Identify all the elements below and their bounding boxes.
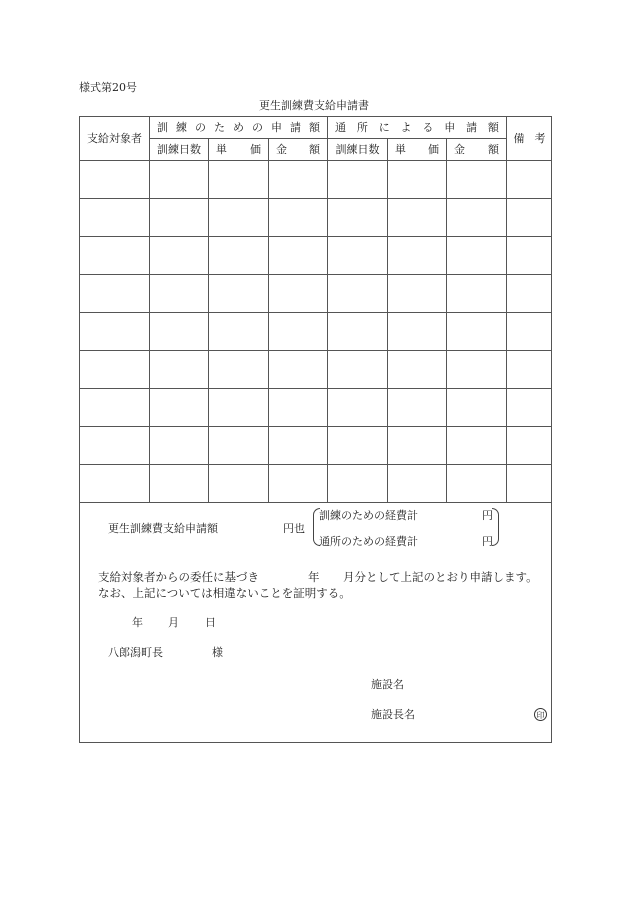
cell-remarks[interactable] — [507, 275, 552, 312]
cell-training-unit-price[interactable] — [209, 427, 268, 464]
cell-commute-days[interactable] — [328, 389, 387, 426]
cell-training-unit-price[interactable] — [209, 275, 268, 312]
cell-recipient[interactable] — [80, 351, 149, 388]
date-day: 日 — [205, 616, 216, 629]
label-char: 額 — [309, 143, 320, 156]
cell-remarks[interactable] — [507, 389, 552, 426]
cell-commute-days[interactable] — [328, 275, 387, 312]
cell-training-days[interactable] — [150, 389, 208, 426]
cell-recipient[interactable] — [80, 465, 149, 502]
date-year: 年 — [132, 616, 143, 629]
commute-expense-yen: 円 — [482, 535, 493, 548]
cell-commute-amount[interactable] — [447, 427, 506, 464]
cell-commute-amount[interactable] — [447, 161, 506, 198]
cell-commute-unit-price[interactable] — [388, 389, 446, 426]
yen-suffix: 円也 — [283, 522, 305, 535]
cell-recipient[interactable] — [80, 161, 149, 198]
label-char: 訓 — [157, 121, 168, 134]
header-recipient-label: 支給対象者 — [87, 132, 142, 145]
training-expense-label: 訓練のための経費計 — [319, 509, 418, 522]
cell-training-unit-price[interactable] — [209, 199, 268, 236]
header-recipient — [80, 117, 149, 160]
cell-commute-unit-price[interactable] — [388, 275, 446, 312]
cell-training-days[interactable] — [150, 275, 208, 312]
cell-training-days[interactable] — [150, 465, 208, 502]
cell-commute-days[interactable] — [328, 313, 387, 350]
addressee-honorific: 様 — [212, 646, 223, 659]
header-remarks — [507, 117, 552, 160]
header-training-unit-price — [209, 139, 268, 160]
header-commute-amount — [447, 139, 506, 160]
cell-training-amount[interactable] — [269, 237, 327, 274]
cell-training-unit-price[interactable] — [209, 351, 268, 388]
cell-training-days[interactable] — [150, 313, 208, 350]
header-training-group — [150, 117, 327, 138]
header-training-days-label: 訓練日数 — [157, 143, 201, 156]
cell-recipient[interactable] — [80, 313, 149, 350]
statement-line1-year: 年 — [308, 570, 320, 584]
cell-commute-days[interactable] — [328, 199, 387, 236]
cell-commute-days[interactable] — [328, 237, 387, 274]
cell-commute-days[interactable] — [328, 465, 387, 502]
header-commute-days-label: 訓練日数 — [335, 143, 380, 156]
cell-commute-unit-price[interactable] — [388, 313, 446, 350]
label-char: 所 — [356, 121, 368, 134]
cell-training-amount[interactable] — [269, 427, 327, 464]
label-char: め — [233, 121, 244, 134]
cell-commute-amount[interactable] — [447, 237, 506, 274]
label-char: 額 — [309, 121, 320, 134]
label-char: 練 — [176, 121, 187, 134]
cell-commute-days[interactable] — [328, 351, 387, 388]
cell-remarks[interactable] — [507, 199, 552, 236]
header-training-amount — [269, 139, 327, 160]
label-char: 通 — [335, 121, 346, 134]
cell-training-days[interactable] — [150, 351, 208, 388]
cell-remarks[interactable] — [507, 161, 552, 198]
header-training-days — [150, 139, 208, 160]
label-char: 金 — [276, 143, 287, 156]
label-char: 請 — [290, 121, 301, 134]
label-char: 請 — [466, 121, 478, 134]
cell-remarks[interactable] — [507, 465, 552, 502]
label-char: た — [214, 121, 225, 134]
cell-recipient[interactable] — [80, 389, 149, 426]
label-char: 申 — [444, 121, 456, 134]
cell-commute-amount[interactable] — [447, 275, 506, 312]
cell-training-unit-price[interactable] — [209, 465, 268, 502]
cell-training-amount[interactable] — [269, 199, 327, 236]
cell-training-unit-price[interactable] — [209, 237, 268, 274]
statement-line1-part2: 月分として上記のとおり申請します。 — [343, 570, 538, 584]
cell-commute-days[interactable] — [328, 161, 387, 198]
header-commute-unit-price — [388, 139, 446, 160]
cell-training-amount[interactable] — [269, 389, 327, 426]
cell-training-days[interactable] — [150, 237, 208, 274]
label-char: 申 — [271, 121, 282, 134]
training-expense-yen: 円 — [482, 509, 493, 522]
date-month: 月 — [168, 616, 179, 629]
cell-commute-amount[interactable] — [447, 351, 506, 388]
cell-recipient[interactable] — [80, 427, 149, 464]
label-char: 考 — [534, 132, 546, 145]
cell-training-days[interactable] — [150, 199, 208, 236]
cell-commute-unit-price[interactable] — [388, 237, 446, 274]
cell-training-amount[interactable] — [269, 313, 327, 350]
cell-commute-unit-price[interactable] — [388, 351, 446, 388]
commute-expense-label: 通所のための経費計 — [319, 535, 418, 548]
application-amount-label: 更生訓練費支給申請額 — [108, 522, 218, 535]
cell-training-amount[interactable] — [269, 275, 327, 312]
cell-training-amount[interactable] — [269, 465, 327, 502]
cell-recipient[interactable] — [80, 275, 149, 312]
label-char: 額 — [488, 143, 499, 156]
facility-name-label: 施設名 — [371, 678, 404, 691]
cell-remarks[interactable] — [507, 427, 552, 464]
cell-training-amount[interactable] — [269, 351, 327, 388]
cell-commute-unit-price[interactable] — [388, 465, 446, 502]
cell-training-days[interactable] — [150, 427, 208, 464]
label-char: る — [422, 121, 434, 134]
label-char: 額 — [487, 121, 499, 134]
label-char: の — [252, 121, 263, 134]
table-bottom-line — [79, 502, 552, 503]
cell-recipient[interactable] — [80, 199, 149, 236]
right-bracket — [492, 508, 499, 546]
cell-commute-unit-price[interactable] — [388, 427, 446, 464]
cell-commute-days[interactable] — [328, 427, 387, 464]
label-char: 価 — [250, 143, 261, 156]
label-char: 単 — [395, 143, 406, 156]
label-char: よ — [400, 121, 412, 134]
label-char: 単 — [216, 143, 227, 156]
statement-line1-part1: 支給対象者からの委任に基づき — [98, 570, 259, 584]
cell-recipient[interactable] — [80, 237, 149, 274]
cell-training-amount[interactable] — [269, 161, 327, 198]
cell-training-unit-price[interactable] — [209, 313, 268, 350]
form-number: 様式第20号 — [79, 81, 137, 94]
cell-commute-unit-price[interactable] — [388, 199, 446, 236]
label-char: 金 — [454, 143, 465, 156]
header-commute-days — [328, 139, 387, 160]
cell-commute-amount[interactable] — [447, 389, 506, 426]
addressee-name: 八郎潟町長 — [108, 646, 163, 659]
cell-training-days[interactable] — [150, 161, 208, 198]
cell-remarks[interactable] — [507, 313, 552, 350]
form-title: 更生訓練費支給申請書 — [259, 99, 369, 112]
header-commute-group — [328, 117, 506, 138]
cell-training-unit-price[interactable] — [209, 161, 268, 198]
cell-remarks[interactable] — [507, 351, 552, 388]
facility-head-label: 施設長名 — [371, 708, 415, 721]
cell-remarks[interactable] — [507, 237, 552, 274]
label-char: の — [195, 121, 206, 134]
cell-commute-unit-price[interactable] — [388, 161, 446, 198]
cell-training-unit-price[interactable] — [209, 389, 268, 426]
label-char: に — [378, 121, 390, 134]
cell-commute-amount[interactable] — [447, 199, 506, 236]
statement-line2: なお、上記については相違ないことを証明する。 — [98, 586, 351, 600]
cell-commute-amount[interactable] — [447, 313, 506, 350]
seal-icon: 印 — [534, 708, 547, 721]
label-char: 備 — [513, 132, 525, 145]
cell-commute-amount[interactable] — [447, 465, 506, 502]
label-char: 価 — [428, 143, 439, 156]
